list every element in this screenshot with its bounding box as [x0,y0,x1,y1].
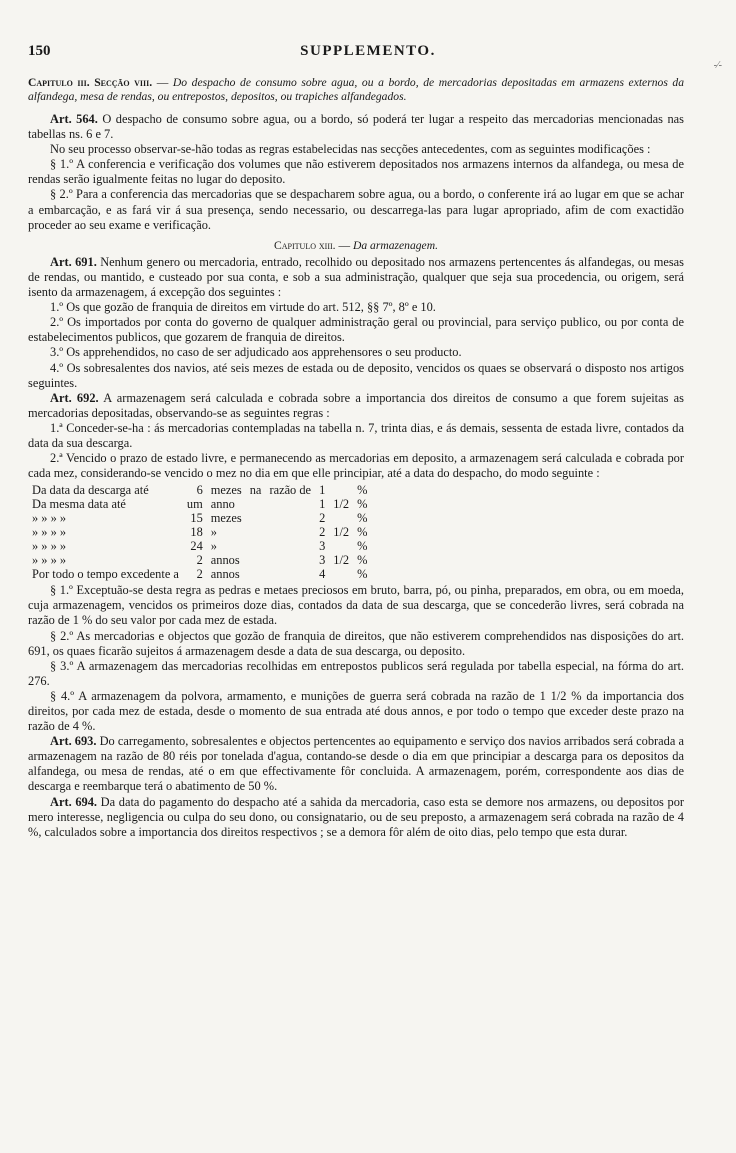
chapter-dash: — [335,238,353,252]
table-cell-prep [246,497,266,511]
table-cell-unit: mezes [210,511,242,526]
table-cell-pct: % [357,483,368,498]
table-cell-pct: % [357,511,368,526]
article-text: A armazenagem será calculada e cobrada sobre a importancia dos direitos de consumo a que forem sujeitas as mercadorias depositadas, observando-se as seguintes regras : [28,390,684,420]
paragraph: § 3.º A armazenagem das mercadorias recolhidas em entrepostos publicos será regulada por tabella especial, na fórma do art. 276. [28,658,684,688]
table-cell-lead: » » » » [32,553,67,568]
table-cell-rate: 2 [319,525,326,540]
table-cell-prep [246,525,266,539]
article-label: Art. 694. [50,794,98,809]
chapter-heading-3 [28,76,684,104]
table-cell-num: 2 [196,553,203,568]
table-cell-unit: annos [210,553,240,568]
chapter-title: Do despacho de consumo sobre agua, ou a bordo, de mercadorias depositadas em armazens externos da alfandega, mesa de rendas, ou entrepostos, depositos, ou trapiches alfandegados. [28,76,684,103]
table-cell-lead: » » » » [32,539,67,554]
margin-mark: -⁄- [713,60,722,71]
table-cell-lead: Por todo o tempo excedente a [32,567,179,582]
table-cell-unit: annos [210,567,240,582]
list-item: 1.ª Conceder-se-ha : ás mercadorias contempladas na tabella n. 7, trinta dias, e ás demais, sessenta de estada livre, contados da data da sua descarga. [28,420,684,450]
table-cell-unit: mezes [210,483,242,498]
table-cell-frac: 1/2 [333,525,350,540]
table-cell-prep [246,553,266,567]
table-cell-num: 15 [190,511,203,526]
table-cell-word [265,567,315,581]
table-row [28,483,371,497]
table-cell-rate: 1 [319,483,326,498]
table-cell-rate: 4 [319,567,326,582]
table-row [28,497,371,511]
table-cell-lead: Da data da descarga até [32,483,149,498]
article-692 [28,391,684,421]
paragraph: § 1.º Exceptuão-se desta regra as pedras e metaes preciosos em bruto, barra, pó, ou pinha, preparados, em obra, ou em moeda, cuja armazenagem, vencidos os primeiros doze dias, contados da data de sua descarga, que se concederão livres, será cobrada na razão de 1 % do seu valor por cada mez de estada. [28,583,684,628]
table-cell-pct: % [357,539,368,554]
table-cell-frac [329,567,353,581]
table-cell-num: 24 [190,539,203,554]
list-item: 3.º Os apprehendidos, no caso de ser adjudicado aos apprehensores o seu producto. [50,345,462,360]
table-cell-lead: » » » » [32,511,67,526]
paragraph: No seu processo observar-se-hão todas as regras estabelecidas nas secções antecedentes, com as seguintes modificações : [50,142,651,157]
article-text: O despacho de consumo sobre agua, ou a bordo, só poderá ter lugar a respeito das mercadorias mencionadas nas tabellas ns. 6 e 7. [28,112,684,142]
table-cell-prep: na [249,483,262,498]
table-cell-num: um [186,497,203,512]
table-cell-unit: » [210,525,217,540]
table-cell-unit: anno [210,497,235,512]
table-cell-prep [246,539,266,553]
chapter-label: Capitulo xiii. [274,238,336,252]
article-label: Art. 692. [50,390,99,405]
list-item: 2.º Os importados por conta do governo de qualquer administração geral ou provincial, para serviço publico, ou por conta de estabelecimentos publicos, que gozarem de franquia de direitos. [28,315,684,345]
chapter-heading-13 [28,238,684,253]
paragraph: § 1.º A conferencia e verificação dos volumes que não estiverem depositados nos armazens internos da alfandega, ou mesa de rendas serão igualmente feitas no lugar do deposito. [28,157,684,187]
table-cell-prep [246,567,266,581]
table-cell-pct: % [357,553,368,568]
table-cell-frac: 1/2 [333,497,350,512]
table-cell-rate: 2 [319,511,326,526]
paragraph: § 2.º Para a conferencia das mercadorias que se despacharem sobre agua, ou a bordo, o conferente irá ao lugar em que se achar a embarcação, e as fará vir á sua presença, sendo necessario, ou descarrega-las para lugar apropriado, afim de com exactidão proceder ao seu exame e verificação. [28,187,684,232]
table-cell-lead: » » » » [32,525,67,540]
storage-rate-table [28,483,371,581]
paragraph: § 2.º As mercadorias e objectos que gozão de franquia de direitos, que não estiverem comprehendidos nas disposições do art. 691, os quaes ficarão sujeitos á armazenagem desde a data de sua descarga, ou deposito. [28,628,684,658]
article-text: Da data do pagamento do despacho até a sahida da mercadoria, caso esta se demore nos armazens, ou depositos por mero interesse, negligencia ou culpa do seu dono, ou consignatario, ou de seu preposto, a armazenagem será cobrada na razão de 4 %, calculados sobre a importancia dos direitos respectivos ; se a demora fôr além de oito dias, pelo tempo que esta durar. [28,794,685,839]
table-cell-word: razão de [269,483,312,498]
table-row [28,567,371,581]
table-cell-frac [329,511,353,525]
article-693 [28,734,684,794]
table-cell-lead: Da mesma data até [32,497,126,512]
table-cell-prep [246,511,266,525]
rate-table-body [28,483,371,581]
table-cell-word [265,553,315,567]
table-cell-rate: 3 [319,539,326,554]
list-item: 4.º Os sobresalentes dos navios, até seis mezes de estada ou de deposito, vencidos os quaes se observará o disposto nos artigos seguintes. [28,360,684,390]
article-label: Art. 693. [50,734,97,749]
table-cell-num: 18 [190,525,203,540]
table-cell-word [265,511,315,525]
table-cell-frac [329,539,353,553]
article-label: Art. 691. [50,254,97,269]
article-694 [28,795,684,840]
page-body [28,76,684,840]
running-title: SUPPLEMENTO. [300,43,436,59]
article-label: Art. 564. [50,112,98,126]
chapter-title: Da armazenagem. [352,238,438,252]
page-number: 150 [28,43,51,59]
paragraph: § 4.º A armazenagem da polvora, armamento, e munições de guerra será cobrada na razão de 1 1/2 % da importancia dos direitos, por cada mez de estada, desde o momento de sua entrada até dous annos, e por todo o tempo que exceder deste prazo na razão de 4 %. [28,688,684,734]
table-cell-pct: % [357,525,368,540]
table-cell-rate: 3 [319,553,326,568]
table-row [28,553,371,567]
table-cell-num: 2 [196,567,203,582]
page-header [28,43,722,71]
article-564 [28,112,684,142]
table-cell-pct: % [357,497,368,512]
table-cell-frac: 1/2 [333,553,350,568]
article-691 [28,255,684,300]
article-text: Nenhum genero ou mercadoria, entrado, recolhido ou depositado nos armazens pertencentes ás alfandegas, ou mesas de rendas, ou mantido, e custeado por sua conta, e sob a sua administração, qualquer que seja sua procedencia, ou origem, será isento da armazenagem, á excepção dos seguintes : [28,254,684,300]
table-row [28,525,371,539]
table-cell-word [265,525,315,539]
table-cell-pct: % [357,567,368,582]
table-cell-word [265,539,315,553]
table-cell-rate: 1 [319,497,326,512]
table-row [28,511,371,525]
chapter-dash: — [152,76,173,89]
table-row [28,539,371,553]
table-cell-num: 6 [196,483,203,498]
article-text: Do carregamento, sobresalentes e objectos pertencentes ao equipamento e serviço dos navios arribados será cobrada a armazenagem na razão de 80 réis por tonelada d'agua, contando-se desde o dia em que principiar a descarga para os depositos da alfandega, ou mesa de rendas, até o em que effectivamente fôr concluida. A armazenagem, porém, correspondente aos dias de descarga e reembarque terá o abatimento de 50 %. [28,734,684,794]
list-item: 2.ª Vencido o prazo de estado livre, e permanecendo as mercadorias em deposito, a armazenagem será calculada e cobrada por cada mez, considerando-se vencido o mez no dia em que elle principiar, até a data do despacho, do modo seguinte : [28,451,684,481]
chapter-label: Capitulo iii. Secção viii. [28,76,153,89]
table-cell-frac [329,483,353,497]
list-item: 1.º Os que gozão de franquia de direitos em virtude do art. 512, §§ 7º, 8º e 10. [50,300,436,315]
table-cell-unit: » [210,539,217,554]
table-cell-word [265,497,315,511]
